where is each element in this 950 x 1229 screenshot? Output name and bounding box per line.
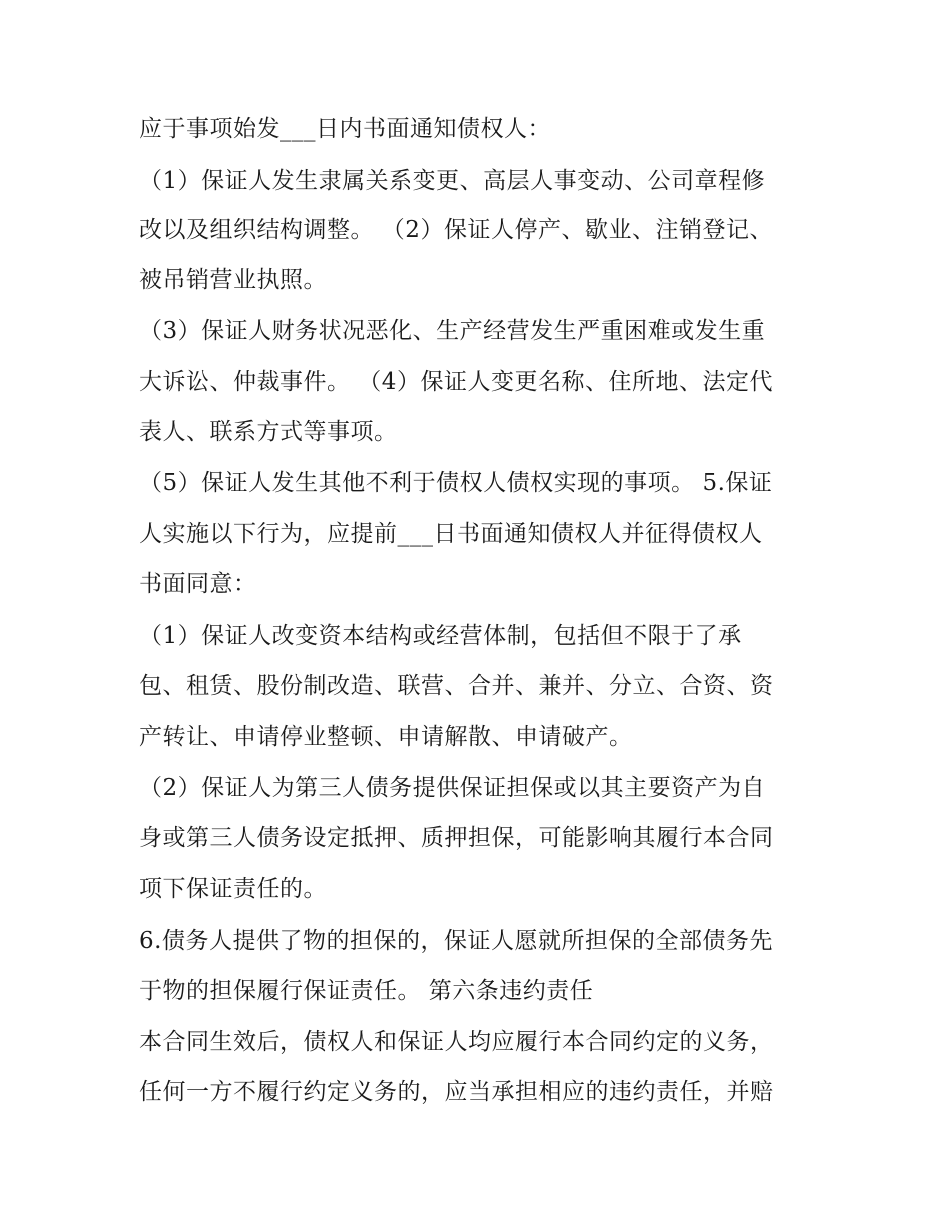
text-line: 项下保证责任的。 <box>139 876 327 902</box>
text-line: 本合同生效后，债权人和保证人均应履行本合同约定的义务， <box>139 1029 774 1055</box>
text-line: （3）保证人财务状况恶化、生产经营发生严重困难或发生重 <box>139 318 766 344</box>
text-line: 大诉讼、仲裁事件。 （4）保证人变更名称、住所地、法定代 <box>139 369 773 395</box>
text-line: 人实施以下行为，应提前___日书面通知债权人并征得债权人 <box>139 521 763 547</box>
text-line: （1）保证人改变资本结构或经营体制，包括但不限于了承 <box>139 623 742 649</box>
text-line: 任何一方不履行约定义务的，应当承担相应的违约责任，并赔 <box>139 1079 774 1105</box>
text-line: （2）保证人为第三人债务提供保证担保或以其主要资产为自 <box>139 775 766 801</box>
text-line: 表人、联系方式等事项。 <box>139 419 398 445</box>
text-line: 身或第三人债务设定抵押、质押担保，可能影响其履行本合同 <box>139 825 774 851</box>
text-line: （5）保证人发生其他不利于债权人债权实现的事项。 5.保证 <box>139 470 773 496</box>
text-line: 包、租赁、股份制改造、联营、合并、兼并、分立、合资、资 <box>139 673 774 699</box>
text-line: 应于事项始发___日内书面通知债权人： <box>139 116 551 142</box>
text-line: 产转让、申请停业整顿、申请解散、申请破产。 <box>139 724 633 750</box>
text-line: （1）保证人发生隶属关系变更、高层人事变动、公司章程修 <box>139 168 766 194</box>
text-line: 被吊销营业执照。 <box>139 267 327 293</box>
text-line: 6.债务人提供了物的担保的，保证人愿就所担保的全部债务先 <box>139 928 773 954</box>
text-line: 于物的担保履行保证责任。 第六条违约责任 <box>139 978 594 1004</box>
text-line: 书面同意： <box>139 571 257 597</box>
text-line: 改以及组织结构调整。 （2）保证人停产、歇业、注销登记、 <box>139 217 773 243</box>
